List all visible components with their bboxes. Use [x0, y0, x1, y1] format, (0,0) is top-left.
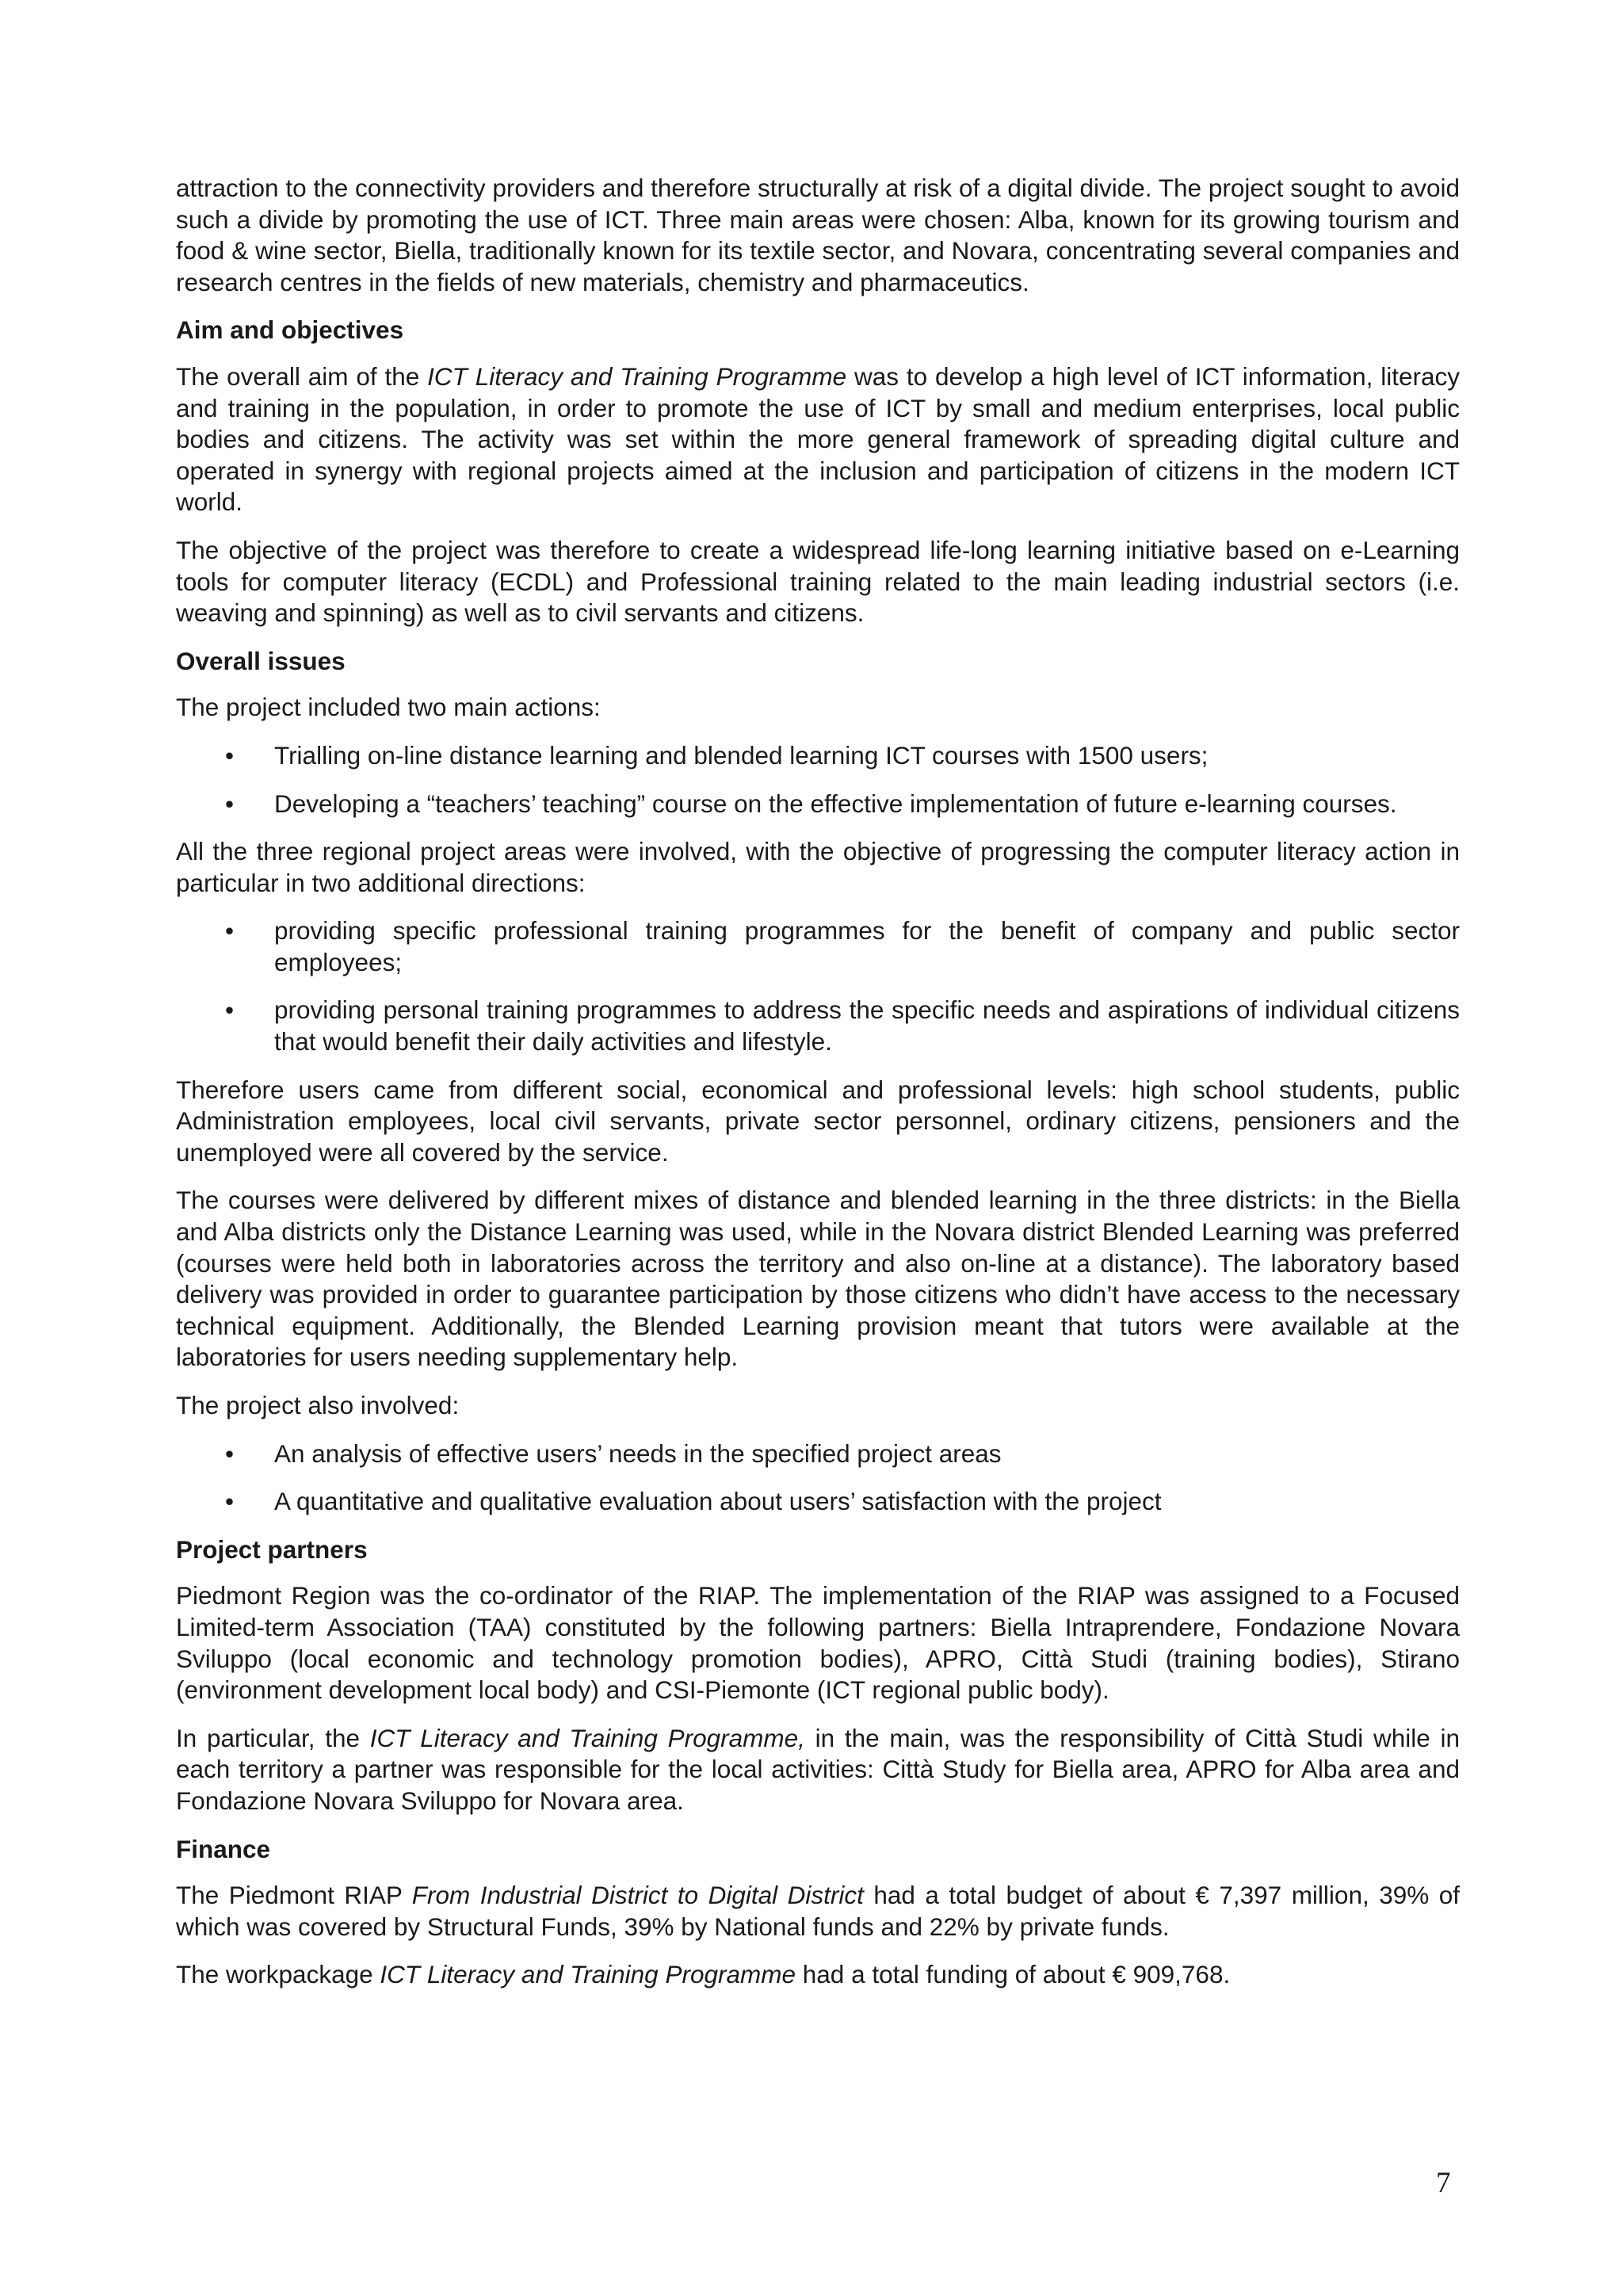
heading-overall-issues: Overall issues [176, 646, 346, 675]
finance1-project-title: From Industrial District to Digital District [411, 1881, 864, 1910]
list-item [176, 1486, 1460, 1518]
involved-list [176, 1438, 1460, 1518]
finance2-text-a: The workpackage [176, 1960, 380, 1989]
page-number: 7 [1436, 2167, 1451, 2199]
bullet-icon: • [225, 740, 235, 770]
aim-paragraph-1 [176, 361, 1460, 518]
bullet-icon: • [225, 916, 235, 946]
list-item [176, 789, 1460, 820]
list-item [176, 915, 1460, 978]
list-item-text: providing specific professional training programmes for the benefit of company and public sector employees; [274, 916, 1460, 976]
list-item-text: Trialling on-line distance learning and blended learning ICT courses with 1500 users; [274, 740, 1209, 770]
aim1-text-a: The overall aim of the [176, 361, 428, 391]
partners2-programme-title: ICT Literacy and Training Programme, [369, 1723, 805, 1752]
also-involved-paragraph: The project also involved: [176, 1391, 460, 1419]
aim1-programme-title: ICT Literacy and Training Programme [427, 361, 847, 391]
list-item-text: Developing a “teachers’ teaching” course on the effective implementation of future e-learning courses. [274, 789, 1397, 818]
document-page [176, 173, 1460, 2008]
list-item-text: A quantitative and qualitative evaluation about users’ satisfaction with the project [274, 1487, 1162, 1516]
finance2-text-b: had a total funding of about € 909,768. [796, 1960, 1231, 1989]
heading-project-partners: Project partners [176, 1534, 368, 1564]
partners-paragraph-1: Piedmont Region was the co-ordinator of the RIAP. The implementation of the RIAP was assigned to a Focused Limited-term Association (TAA) constituted by the following partners: Biella Intraprendere, Fondazione Novara Sviluppo (local economic and technology promotion bodies), APRO, Città Studi (training bodies), Stirano (environment development local body) and CSI-Piemonte (ICT regional public body). [176, 1581, 1460, 1705]
actions-list [176, 740, 1460, 819]
bullet-icon: • [225, 995, 235, 1025]
bullet-icon: • [225, 789, 235, 818]
finance2-programme-title: ICT Literacy and Training Programme [380, 1960, 796, 1989]
list-item-text: providing personal training programmes to address the specific needs and aspirations of individual citizens that would benefit their daily activities and lifestyle. [274, 995, 1460, 1056]
list-item [176, 995, 1460, 1057]
areas-paragraph: All the three regional project areas were involved, with the objective of progressing the computer literacy action in particular in two additional directions: [176, 837, 1460, 897]
finance1-text-a: The Piedmont RIAP [176, 1881, 412, 1910]
aim-paragraph-2: The objective of the project was therefore to create a widespread life-long learning initiative based on e-Learning tools for computer literacy (ECDL) and Professional training related to the main leading industrial sectors (i.e. weaving and spinning) as well as to civil servants and citizens. [176, 535, 1460, 628]
finance-paragraph-2 [176, 1959, 1460, 1991]
partners-paragraph-2 [176, 1723, 1460, 1817]
issues-intro: The project included two main actions: [176, 693, 601, 722]
partners2-text-a: In particular, the [176, 1723, 370, 1752]
courses-paragraph: The courses were delivered by different mixes of distance and blended learning in the three districts: in the Biella and Alba districts only the Distance Learning was used, while in the Novara district Blended Learning was preferred (courses were held both in laboratories across the territory and also on-line at a distance). The laboratory based delivery was provided in order to guarantee participation by those citizens who didn’t have access to the necessary technical equipment. Additionally, the Blended Learning provision meant that tutors were available at the laboratories for users needing supplementary help. [176, 1186, 1460, 1372]
users-paragraph: Therefore users came from different social, economical and professional levels: high school students, public Administration employees, local civil servants, private sector personnel, ordinary citizens, pensioners and the unemployed were all covered by the service. [176, 1075, 1460, 1167]
bullet-icon: • [225, 1487, 235, 1516]
list-item [176, 1438, 1460, 1470]
heading-finance: Finance [176, 1834, 271, 1863]
finance-paragraph-1 [176, 1880, 1460, 1943]
bullet-icon: • [225, 1438, 235, 1468]
heading-aim-objectives: Aim and objectives [176, 315, 404, 345]
directions-list [176, 915, 1460, 1057]
aim1-text-b: was to develop a high level of ICT information, literacy and training in the population, in order to promote the use of ICT by small and medium enterprises, local public bodies and citizens. The activity was set within the more general framework of spreading digital culture and operated in synergy with regional projects aimed at the inclusion and participation of citizens in the modern ICT world. [176, 361, 1460, 517]
finance1-text-b: had a total budget of about € 7,397 million, 39% of which was covered by Structural Funds, 39% by National funds and 22% by private funds. [176, 1881, 1461, 1941]
partners2-text-b: in the main, was the responsibility of Città Studi while in each territory a partner was responsible for the local activities: Città Study for Biella area, APRO for Alba area and Fondazione Novara Sviluppo for Novara area. [176, 1723, 1460, 1815]
intro-paragraph: attraction to the connectivity providers and therefore structurally at risk of a digital divide. The project sought to avoid such a divide by promoting the use of ICT. Three main areas were chosen: Alba, known for its growing tourism and food & wine sector, Biella, traditionally known for its textile sector, and Novara, concentrating several companies and research centres in the fields of new materials, chemistry and pharmaceutics. [176, 174, 1460, 296]
list-item [176, 740, 1460, 772]
list-item-text: An analysis of effective users’ needs in the specified project areas [274, 1438, 1002, 1468]
